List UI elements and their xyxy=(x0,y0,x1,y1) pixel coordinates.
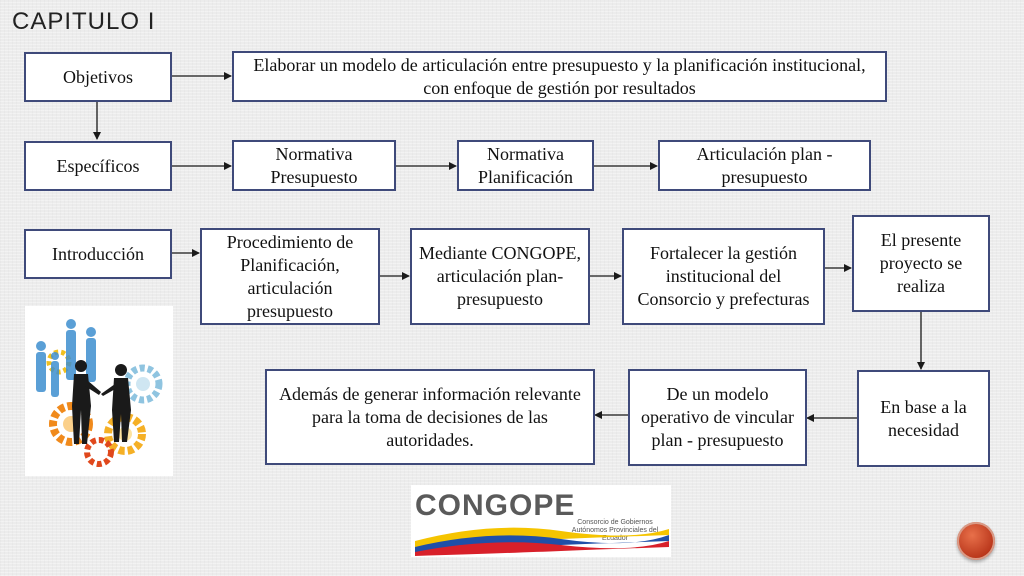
introduccion-label: Introducción xyxy=(52,243,144,264)
especificos-label: Específicos xyxy=(56,155,140,176)
normativa-planificacion-text: Normativa Planificación xyxy=(478,143,573,187)
objetivos-label: Objetivos xyxy=(63,66,133,87)
ademas-box xyxy=(265,369,595,465)
normativa-planificacion-box xyxy=(457,140,594,191)
gear-icon xyxy=(127,368,159,400)
fortalecer-box xyxy=(622,228,825,325)
congope-logo xyxy=(411,485,671,557)
logo-wordmark: CONGOPE xyxy=(415,489,576,522)
presente-box xyxy=(852,215,990,312)
articulacion-plan-box xyxy=(658,140,871,191)
normativa-presupuesto-box xyxy=(232,140,396,191)
en-base-box xyxy=(857,370,990,467)
objetivo-general-text: Elaborar un modelo de articulación entre presupuesto y la planificación institucional, con enfoque de gestión por resultados xyxy=(253,54,866,98)
mediante-text: Mediante CONGOPE, articulación plan-presupuesto xyxy=(419,243,581,309)
procedimiento-box xyxy=(200,228,380,325)
logo-subtitle: Consorcio de Gobiernos Autónomos Provinciales del Ecuador xyxy=(571,519,659,542)
ecuador-flag-swoosh-icon xyxy=(411,485,671,557)
gear-icon xyxy=(87,440,111,464)
objetivo-general-box xyxy=(232,51,887,102)
business-people-illustration xyxy=(25,306,173,476)
introduccion-box xyxy=(24,229,172,279)
page-title: CAPITULO I xyxy=(12,8,156,35)
en-base-text: En base a la necesidad xyxy=(880,396,967,440)
presente-text: El presente proyecto se realiza xyxy=(879,230,963,296)
mediante-box xyxy=(410,228,590,325)
modelo-operativo-box xyxy=(628,369,807,466)
especificos-box xyxy=(24,141,172,191)
next-slide-button[interactable] xyxy=(957,522,995,560)
modelo-operativo-text: De un modelo operativo de vincular plan - presupuesto xyxy=(641,384,794,450)
articulacion-plan-text: Articulación plan - presupuesto xyxy=(696,143,833,187)
normativa-presupuesto-text: Normativa Presupuesto xyxy=(270,143,358,187)
procedimiento-text: Procedimiento de Planificación, articulación presupuesto xyxy=(226,231,354,321)
ademas-text: Además de generar información relevante para la toma de decisiones de las autoridades. xyxy=(279,383,581,450)
people-gears-icon xyxy=(25,306,173,476)
objetivos-box xyxy=(24,52,172,102)
fortalecer-text: Fortalecer la gestión institucional del Consorcio y prefecturas xyxy=(637,243,810,309)
